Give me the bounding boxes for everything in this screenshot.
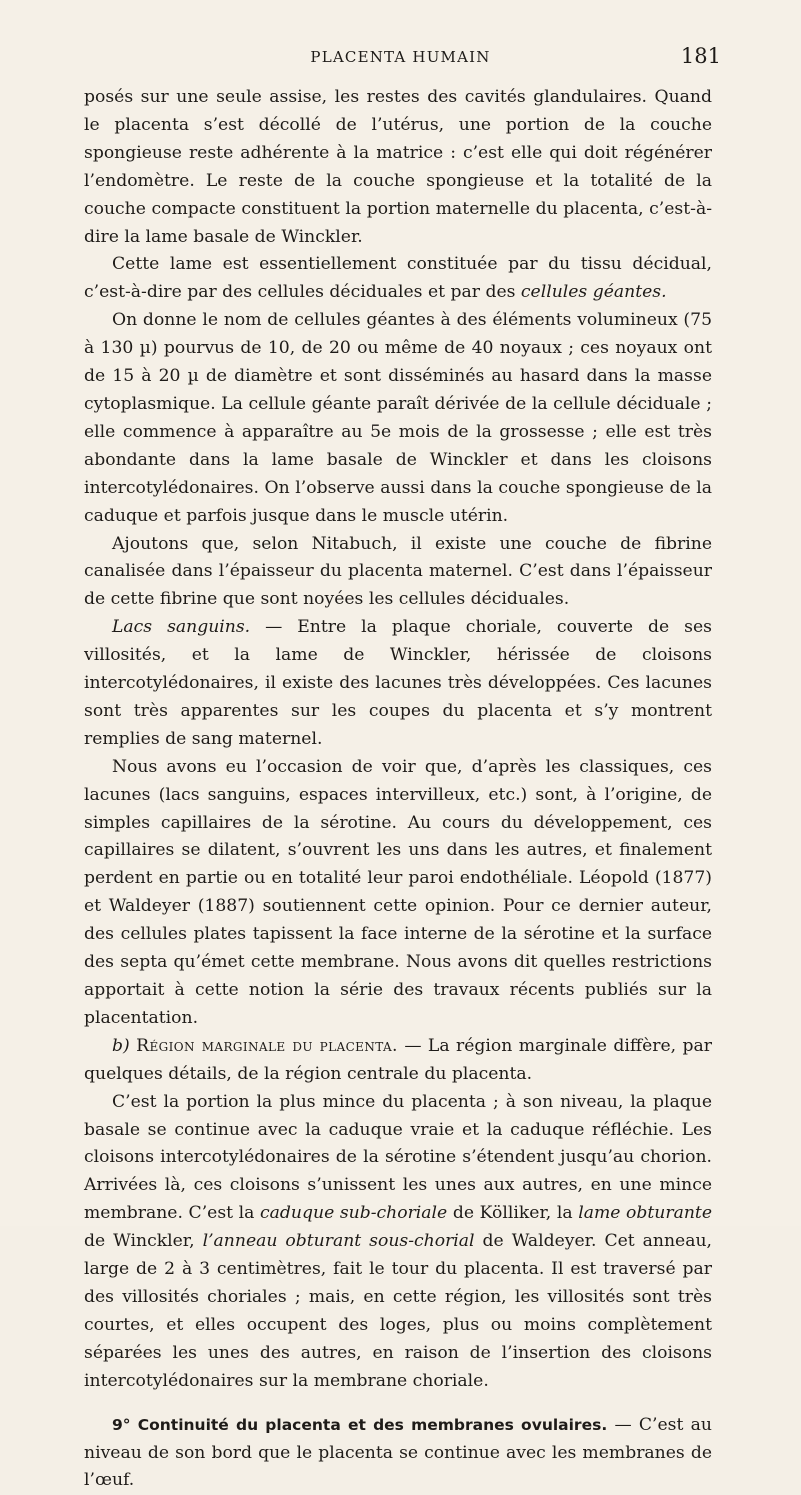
paragraph	[84, 614, 712, 754]
paragraph	[84, 251, 712, 307]
body-text	[84, 84, 712, 1495]
paragraph-text: Cette lame est essentiellement constituée par du tissu décidual, c’est-à-dire par des cellules déciduales et par des	[84, 254, 712, 303]
italic-term: caduque sub-choriale	[260, 1203, 448, 1224]
paragraph-text: — La région marginale diffère, par quelques détails, de la région centrale du placenta.	[84, 1035, 712, 1084]
paragraph	[84, 531, 712, 615]
subsection-heading: Lacs sanguins.	[112, 617, 251, 638]
paragraph	[84, 1089, 712, 1396]
paragraph-text: Ajoutons que, selon Nitabuch, il existe une couche de fibrine canalisée dans l’épaisseur du placenta maternel. C’est dans l’épaisseur de cette fibrine que sont noyées les cellules déciduales.	[84, 533, 712, 610]
italic-term: lame obturante	[578, 1203, 712, 1224]
paragraph-text: — Entre la plaque choriale, couverte de ses villosités, et la lame de Winckler, hérissée de cloisons intercotylédonaires, il existe des lacunes très développées. Ces lacunes sont très apparentes sur les coupes du placenta et s’y montrent remplies de sang maternel.	[84, 617, 712, 749]
page-number: 181	[680, 44, 721, 68]
subsection-label: b)	[112, 1035, 130, 1056]
paragraph	[84, 754, 712, 1033]
paragraph	[84, 307, 712, 530]
running-title: PLACENTA HUMAIN	[310, 48, 491, 66]
paragraph-text: de Kölliker, la	[447, 1203, 579, 1224]
paragraph	[84, 84, 712, 251]
italic-term: cellules géantes.	[520, 282, 667, 303]
paragraph-text: — C’est au niveau de son bord que le placenta se continue avec les membranes de l’œuf.	[84, 1414, 712, 1491]
paragraph-text: On donne le nom de cellules géantes à des éléments volumineux (75 à 130 µ) pourvus de 10, de 20 ou même de 40 noyaux ; ces noyaux ont de 15 à 20 µ de diamètre et sont disséminés au hasard dans la masse cytoplasmique. La cellule géante paraît dérivée de la cellule déciduale ; elle commence à apparaître au 5e mois de la grossesse ; elle est très abondante dans la lame basale de Winckler et dans les cloisons intercotylédonaires. On l’observe aussi dans la couche spongieuse de la caduque et parfois jusque dans le muscle utérin.	[84, 310, 712, 526]
paragraph-text: C’est la portion la plus mince du placenta ; à son niveau, la plaque basale se continue avec la caduque vraie et la caduque réfléchie. Les cloisons intercotylédonaires de la sérotine s’étendent jusqu’au chorion. Arrivées là, ces cloisons s’unissent les unes aux autres, en une mince membrane. C’est la	[84, 1091, 712, 1224]
paragraph	[84, 1412, 712, 1495]
italic-term: l’anneau obturant sous-chorial	[202, 1231, 475, 1252]
section-heading: 9° Continuité du placenta et des membranes ovulaires.	[112, 1415, 608, 1434]
paragraph-text: Nous avons eu l’occasion de voir que, d’après les classiques, ces lacunes (lacs sanguins, espaces intervilleux, etc.) sont, à l’origine, de simples capillaires de la sérotine. Au cours du développement, ces capillaires se dilatent, s’ouvrent les uns dans les autres, et finalement perdent en partie ou en totalité leur paroi endothéliale. Léopold (1877) et Waldeyer (1887) soutiennent cette opinion. Pour ce dernier auteur, des cellules plates tapissent la face interne de la sérotine et la surface des septa qu’émet cette membrane. Nous avons dit quelles restrictions apportait à cette notion la série des travaux récents publiés sur la placentation.	[84, 756, 712, 1028]
running-head	[0, 44, 801, 74]
paragraph-text: de Winckler,	[84, 1231, 203, 1252]
paragraph-text: de Waldeyer. Cet anneau, large de 2 à 3 centimètres, fait le tour du placenta. Il est traversé par des villosités choriales ; mais, en cette région, les villosités sont très courtes, et elles occupent des loges, plus ou moins complètement séparées les unes des autres, en raison de l’insertion des cloisons intercotylédonaires sur la membrane choriale.	[84, 1231, 713, 1391]
subsection-heading: Région marginale du placenta.	[136, 1035, 398, 1056]
paragraph	[84, 1033, 712, 1089]
paragraph-text: posés sur une seule assise, les restes des cavités glandulaires. Quand le placenta s’est décollé de l’utérus, une portion de la couche spongieuse reste adhérente à la matrice : c’est elle qui doit régénérer l’endomètre. Le reste de la couche spongieuse et la totalité de la couche compacte constituent la portion maternelle du placenta, c’est-à-dire la lame basale de Winckler.	[84, 87, 712, 247]
